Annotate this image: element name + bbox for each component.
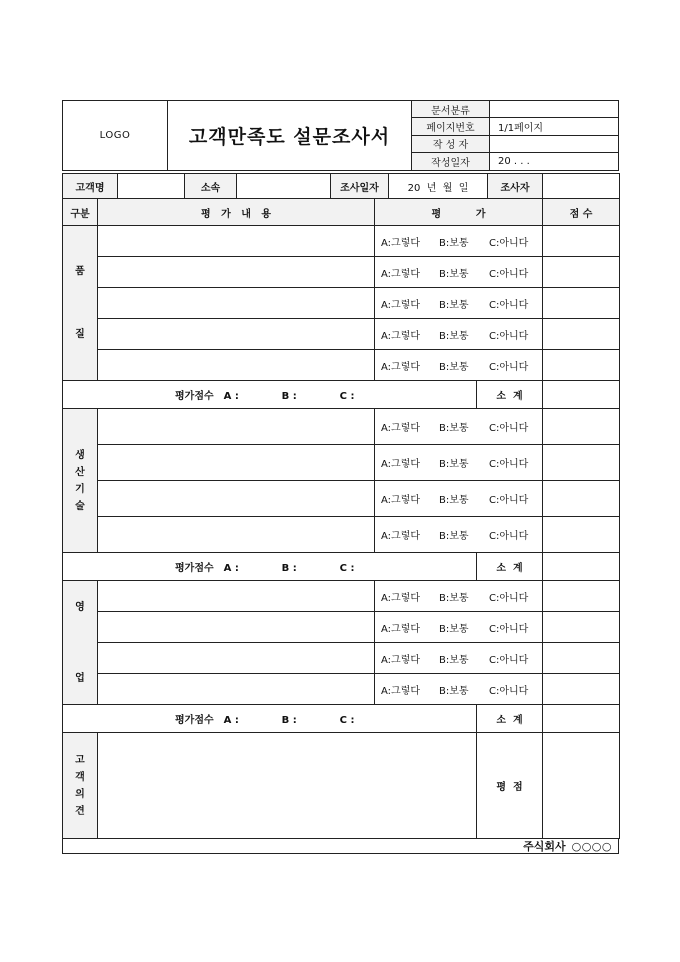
score-cell[interactable] [543,226,620,257]
score-summary: 평가점수 A : B : C : [63,381,477,409]
content-cell[interactable] [98,319,375,350]
score-cell[interactable] [543,643,620,674]
survey-sheet [62,100,619,854]
meta-label: 작 성 자 [412,136,490,152]
content-cell[interactable] [98,612,375,643]
column-category: 구분 [63,199,98,226]
logo-placeholder: LOGO [63,101,168,170]
eval-options[interactable]: A:그렇다 B:보통 C:아니다 [375,674,543,705]
date-field[interactable]: 20 년 월 일 [389,174,488,199]
score-cell[interactable] [543,288,620,319]
section-char: 품 [75,266,85,277]
meta-row-category [412,101,618,118]
meta-label: 페이지번호 [412,118,490,134]
eval-options[interactable]: A:그렇다 B:보통 C:아니다 [375,350,543,381]
score-cell[interactable] [543,517,620,553]
section-char: 객 [75,771,85,783]
section-char: 업 [75,672,85,684]
content-cell[interactable] [98,643,375,674]
column-score: 점 수 [543,199,620,226]
section-char: 고 [75,754,85,766]
eval-options[interactable]: A:그렇다 B:보통 C:아니다 [375,445,543,481]
section-char: 영 [75,601,85,613]
subtotal-label: 소 계 [477,705,543,733]
subtotal-cell[interactable] [543,553,620,581]
section-char: 질 [75,329,85,340]
eval-options[interactable]: A:그렇다 B:보통 C:아니다 [375,581,543,612]
section-char: 산 [75,466,85,478]
score-summary: 평가점수 A : B : C : [63,705,477,733]
content-cell[interactable] [98,445,375,481]
dept-field[interactable] [237,174,331,199]
document-title: 고객만족도 설문조사서 [168,101,412,170]
meta-value[interactable]: 20 . . . [498,155,530,167]
rating-label: 평 점 [477,733,543,839]
meta-row-page [412,118,618,135]
evaluation-table [62,198,620,839]
subtotal-cell[interactable] [543,381,620,409]
section-production-label [63,409,98,553]
section-quality-label [63,226,98,381]
surveyor-field[interactable] [543,174,620,199]
eval-options[interactable]: A:그렇다 B:보통 C:아니다 [375,226,543,257]
content-cell[interactable] [98,226,375,257]
rating-cell[interactable] [543,733,620,839]
score-cell[interactable] [543,581,620,612]
meta-value[interactable] [490,136,618,152]
content-cell[interactable] [98,674,375,705]
dept-label: 소속 [185,174,237,199]
document-meta [412,101,618,170]
column-content: 평 가 내 용 [98,199,375,226]
section-sales-label [63,581,98,705]
score-cell[interactable] [543,350,620,381]
footer [62,839,619,854]
eval-options[interactable]: A:그렇다 B:보통 C:아니다 [375,612,543,643]
subtotal-cell[interactable] [543,705,620,733]
eval-options[interactable]: A:그렇다 B:보통 C:아니다 [375,409,543,445]
customer-label: 고객명 [63,174,118,199]
content-cell[interactable] [98,581,375,612]
content-cell[interactable] [98,409,375,445]
eval-options[interactable]: A:그렇다 B:보통 C:아니다 [375,319,543,350]
info-table [62,173,620,199]
content-cell[interactable] [98,481,375,517]
meta-label: 작성일자 [412,153,490,170]
date-label: 조사일자 [331,174,389,199]
eval-options[interactable]: A:그렇다 B:보통 C:아니다 [375,643,543,674]
score-cell[interactable] [543,674,620,705]
eval-options[interactable]: A:그렇다 B:보통 C:아니다 [375,517,543,553]
section-char: 견 [75,805,85,817]
opinion-field[interactable] [98,733,477,839]
company-name: ○○○○ [571,839,612,853]
content-cell[interactable] [98,350,375,381]
score-cell[interactable] [543,612,620,643]
meta-label: 문서분류 [412,101,490,117]
subtotal-label: 소 계 [477,381,543,409]
meta-value[interactable] [490,101,618,117]
section-char: 의 [75,788,85,800]
meta-row-author [412,136,618,153]
opinion-label [63,733,98,839]
score-cell[interactable] [543,445,620,481]
subtotal-label: 소 계 [477,553,543,581]
content-cell[interactable] [98,288,375,319]
score-cell[interactable] [543,481,620,517]
section-char: 생 [75,449,85,461]
eval-options[interactable]: A:그렇다 B:보통 C:아니다 [375,288,543,319]
surveyor-label: 조사자 [488,174,543,199]
score-cell[interactable] [543,409,620,445]
section-char: 기 [75,483,85,495]
section-char: 술 [75,500,85,512]
score-cell[interactable] [543,257,620,288]
eval-options[interactable]: A:그렇다 B:보통 C:아니다 [375,481,543,517]
score-cell[interactable] [543,319,620,350]
company-prefix: 주식회사 [523,840,566,853]
content-cell[interactable] [98,517,375,553]
meta-value: 1/1페이지 [498,122,544,134]
eval-options[interactable]: A:그렇다 B:보통 C:아니다 [375,257,543,288]
document-header [62,100,619,171]
customer-field[interactable] [118,174,185,199]
column-evaluation: 평 가 [375,199,543,226]
content-cell[interactable] [98,257,375,288]
score-summary: 평가점수 A : B : C : [63,553,477,581]
meta-row-date [412,153,618,170]
